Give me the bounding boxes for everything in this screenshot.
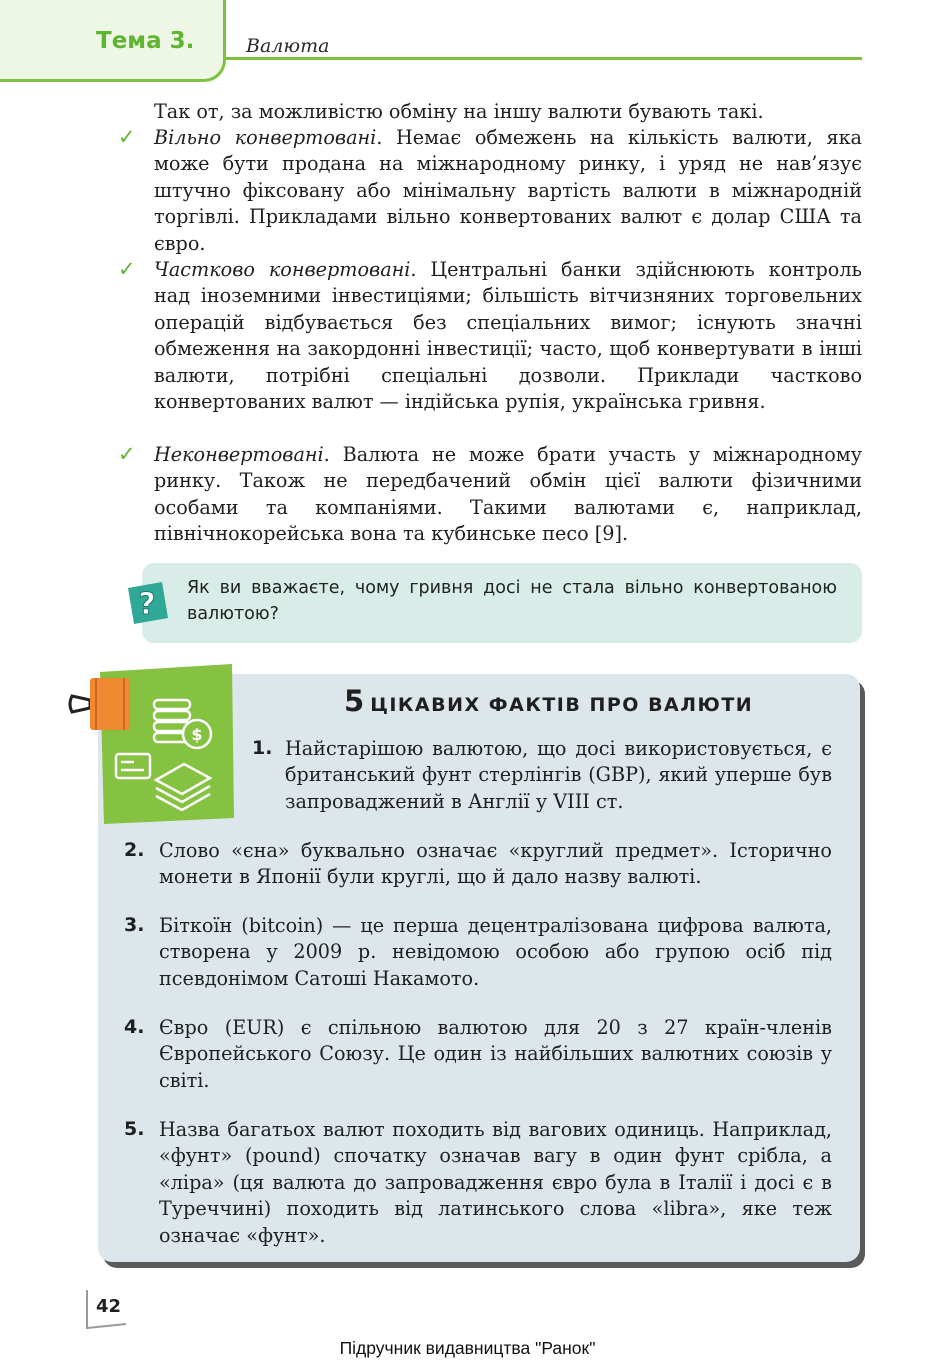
topic-title: Тема 3. — [96, 28, 195, 54]
fact-number: 3. — [124, 914, 145, 936]
checkmark-icon: ✓ — [118, 125, 136, 149]
item-term: Частково конвертовані — [154, 258, 411, 281]
fact-text: Назва багатьох валют походить від вагових одиниць. Наприклад, «фунт» (pound) спочатку означав вагу в один фунт срібла, а «ліра» (ця валюта до запровадження євро була в Італії і досі є в Туреччині) походить від латинського слова «libra», яке теж означає «фунт». — [159, 1118, 832, 1247]
header-rule — [226, 57, 862, 60]
item-term: Неконвертовані — [154, 443, 324, 466]
publisher-footer: Підручник видавництва "Ранок" — [339, 1338, 596, 1358]
fact-text: Слово «єна» буквально означає «круглий предмет». Історично монети в Японії були круглі, що й дало назву валюті. — [159, 839, 832, 889]
item-text: . Немає обмежень на кількість валюти, яка може бути продана на міжнародному ринку, і уряд не нав’язує штучно фіксовану або мінімальну вартість валюти в міжнародній торгівлі. Прикладами вільно конвертованих валют є долар США та євро. — [154, 126, 862, 255]
facts-title — [344, 684, 753, 718]
facts-title-text: ЦІКАВИХ ФАКТІВ ПРО ВАЛЮТИ — [370, 694, 754, 716]
checkmark-icon: ✓ — [118, 442, 136, 466]
checkmark-icon: ✓ — [118, 257, 136, 281]
fact-number: 2. — [124, 839, 145, 861]
item-text: . Валюта не може брати участь у міжнародному ринку. Також не передбачений обмін цієї валюти фізичними особами та компаніями. Такими валютами є, наприклад, північнокорейська вона та кубинське песо [9]. — [154, 443, 862, 546]
topic-subtitle: Валюта — [246, 35, 330, 57]
svg-text:$: $ — [191, 725, 203, 744]
page-number: 42 — [96, 1296, 122, 1317]
svg-text:?: ? — [138, 587, 156, 622]
question-text: Як ви вважаєте, чому гривня досі не стала вільно конвертованою валютою? — [187, 578, 837, 624]
fact-text: Євро (EUR) є спільною валютою для 20 з 27 країн-членів Європейського Союзу. Це один із найбільших валютних союзів у світі. — [159, 1016, 832, 1092]
fact-number: 5. — [124, 1118, 145, 1140]
list-item — [154, 125, 862, 257]
item-term: Вільно конвертовані — [154, 126, 377, 149]
question-icon — [122, 578, 172, 628]
intro-paragraph: Так от, за можливістю обміну на іншу валюти бувають такі. — [154, 100, 764, 123]
list-item — [154, 442, 862, 548]
fact-text: Біткоїн (bitcoin) — це перша децентралізована цифрова валюта, створена у 2009 р. невідомою особою або групою осіб під псевдонімом Сатоші Накамото. — [159, 914, 832, 990]
list-item — [154, 257, 862, 415]
fact-number: 4. — [124, 1016, 145, 1038]
item-text: . Центральні банки здійснюють контроль над іноземними інвестиціями; більшість вітчизняних торговельних операцій відбувається без спеціальних вимог; існують значні обмеження на закордонні інвестиції; часто, щоб конвертувати в інші валюти, потрібні спеціальні дозволи. Приклади частково конвертованих валют — індійська рупія, українська гривня. — [154, 258, 862, 414]
fact-text: Найстарішою валютою, що досі використовується, є британський фунт стерлінгів (GBP), який уперше був запроваджений в Англії у VIII ст. — [285, 737, 832, 813]
fact-number: 1. — [252, 737, 273, 759]
facts-title-number: 5 — [344, 684, 365, 718]
binder-clip-icon — [66, 674, 134, 734]
